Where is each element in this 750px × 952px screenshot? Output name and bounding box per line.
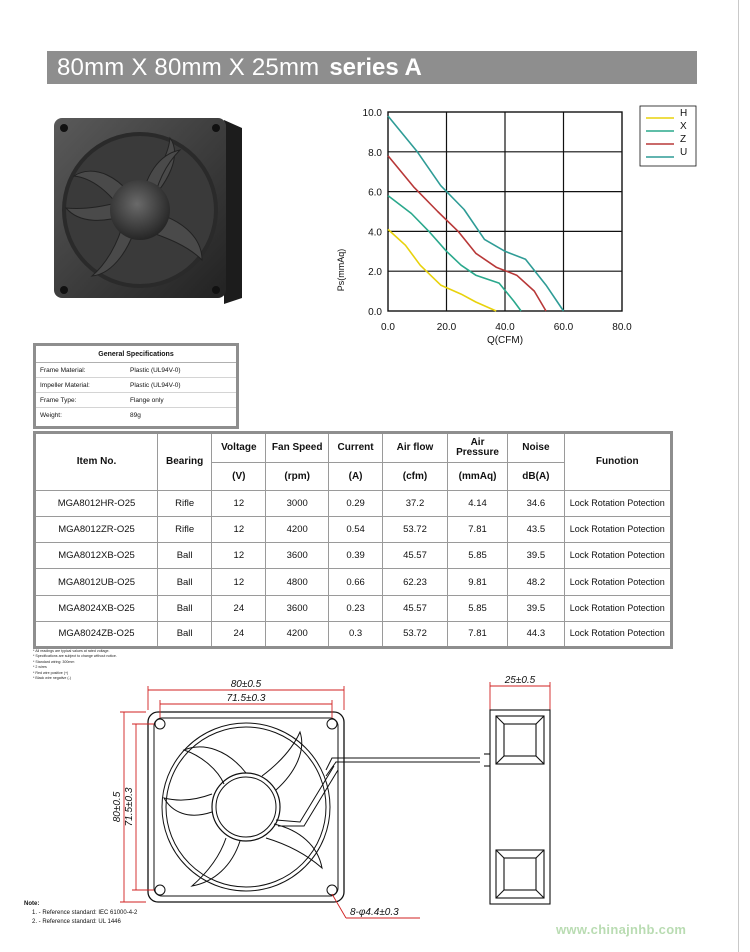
cell-bearing: Rifle bbox=[158, 517, 212, 543]
th-pressure: Air Pressure bbox=[447, 433, 507, 463]
cell-bearing: Ball bbox=[158, 621, 212, 647]
fan-photo bbox=[52, 114, 244, 304]
cell-noise: 34.6 bbox=[508, 491, 564, 517]
spec-value: Flange only bbox=[130, 397, 164, 404]
th-airflow: Air flow bbox=[383, 433, 448, 463]
table-row bbox=[35, 621, 672, 647]
cell-item: MGA8012XB-O25 bbox=[35, 543, 158, 569]
th-unit-pressure: (mmAq) bbox=[447, 463, 507, 491]
chart-xlabel: Q(CFM) bbox=[486, 335, 524, 346]
dim-hole-height: 71.5±0.3 bbox=[124, 787, 135, 827]
dim-hole-width: 71.5±0.3 bbox=[226, 693, 266, 704]
table-row bbox=[35, 595, 672, 621]
chart-lines bbox=[388, 116, 564, 311]
footnote: * All readings are typical values at rated voltage. bbox=[33, 649, 110, 653]
x-tick-label: 20.0 bbox=[436, 322, 457, 333]
cell-function: Lock Rotation Potection bbox=[564, 621, 671, 647]
cell-speed: 4200 bbox=[266, 621, 329, 647]
x-tick-label: 60.0 bbox=[553, 322, 574, 333]
general-specifications-title: General Specifications bbox=[36, 346, 236, 363]
technical-drawing bbox=[100, 672, 600, 932]
y-tick-label: 10.0 bbox=[362, 108, 382, 119]
spec-row bbox=[36, 363, 236, 378]
cell-voltage: 24 bbox=[212, 621, 266, 647]
note-line: 1. - Reference standard: IEC 61000-4-2 bbox=[32, 910, 138, 916]
th-noise: Noise bbox=[508, 433, 564, 463]
table-row bbox=[35, 569, 672, 595]
cell-bearing: Ball bbox=[158, 595, 212, 621]
dim-depth: 25±0.5 bbox=[504, 675, 536, 686]
cell-airflow: 37.2 bbox=[383, 491, 448, 517]
pq-chart bbox=[330, 100, 700, 350]
note-line: 2. - Reference standard: UL 1446 bbox=[32, 919, 121, 925]
footnote: * 2 wires bbox=[33, 665, 47, 670]
th-function: Funotion bbox=[564, 433, 671, 491]
x-tick-label: 0.0 bbox=[381, 322, 395, 333]
cell-airflow: 62.23 bbox=[383, 569, 448, 595]
spec-row bbox=[36, 408, 236, 423]
cell-function: Lock Rotation Potection bbox=[564, 569, 671, 595]
th-unit-noise: dB(A) bbox=[508, 463, 564, 491]
th-unit-speed: (rpm) bbox=[266, 463, 329, 491]
spec-value: 89g bbox=[130, 412, 141, 419]
cell-function: Lock Rotation Potection bbox=[564, 595, 671, 621]
th-current: Current bbox=[328, 433, 382, 463]
cell-current: 0.29 bbox=[328, 491, 382, 517]
title-series: series A bbox=[329, 53, 422, 81]
cell-pressure: 7.81 bbox=[447, 517, 507, 543]
cell-voltage: 24 bbox=[212, 595, 266, 621]
chart-legend bbox=[640, 106, 696, 166]
cell-current: 0.54 bbox=[328, 517, 382, 543]
chart-ticks bbox=[363, 108, 633, 333]
table-row bbox=[35, 517, 672, 543]
spec-row bbox=[36, 393, 236, 408]
cell-noise: 48.2 bbox=[508, 569, 564, 595]
legend-label-z: Z bbox=[680, 134, 687, 145]
cell-speed: 4200 bbox=[266, 517, 329, 543]
general-specifications bbox=[33, 343, 239, 429]
note bbox=[24, 900, 137, 927]
legend-label-x: X bbox=[680, 121, 687, 132]
footnote: * Standard wiring: 300mm bbox=[33, 659, 75, 664]
cell-bearing: Ball bbox=[158, 569, 212, 595]
cell-current: 0.23 bbox=[328, 595, 382, 621]
cell-function: Lock Rotation Potection bbox=[564, 543, 671, 569]
cell-item: MGA8012UB-O25 bbox=[35, 569, 158, 595]
cell-speed: 3600 bbox=[266, 543, 329, 569]
cell-noise: 39.5 bbox=[508, 595, 564, 621]
cell-current: 0.39 bbox=[328, 543, 382, 569]
cell-pressure: 9.81 bbox=[447, 569, 507, 595]
cell-voltage: 12 bbox=[212, 517, 266, 543]
cell-item: MGA8024XB-O25 bbox=[35, 595, 158, 621]
x-tick-label: 80.0 bbox=[612, 322, 632, 333]
cell-speed: 4800 bbox=[266, 569, 329, 595]
spec-key: Frame Material: bbox=[40, 367, 86, 374]
table-row bbox=[35, 491, 672, 517]
cell-noise: 44.3 bbox=[508, 621, 564, 647]
y-tick-label: 0.0 bbox=[368, 307, 382, 318]
cell-pressure: 5.85 bbox=[447, 543, 507, 569]
series-line-x bbox=[388, 196, 521, 311]
series-line-z bbox=[388, 156, 546, 311]
spec-key: Frame Type: bbox=[40, 397, 77, 404]
th-speed: Fan Speed bbox=[266, 433, 329, 463]
cell-item: MGA8024ZB-O25 bbox=[35, 621, 158, 647]
cell-current: 0.3 bbox=[328, 621, 382, 647]
th-bearing: Bearing bbox=[158, 433, 212, 491]
cell-pressure: 7.81 bbox=[447, 621, 507, 647]
watermark: www.chinajnhb.com bbox=[556, 922, 687, 937]
series-line-h bbox=[388, 229, 496, 311]
footnote: * Specifications are subject to change without notice. bbox=[33, 654, 117, 659]
y-tick-label: 6.0 bbox=[368, 187, 382, 199]
cell-bearing: Ball bbox=[158, 543, 212, 569]
chart-grid bbox=[388, 112, 622, 311]
footnote: * Black wire negative (-) bbox=[33, 676, 71, 681]
cell-function: Lock Rotation Potection bbox=[564, 491, 671, 517]
cell-speed: 3600 bbox=[266, 595, 329, 621]
cell-voltage: 12 bbox=[212, 543, 266, 569]
series-line-u bbox=[388, 116, 564, 311]
spec-key: Impeller Material: bbox=[40, 382, 90, 389]
page-edge-rule bbox=[738, 0, 739, 952]
legend-label-h: H bbox=[680, 108, 688, 119]
th-item: Item No. bbox=[35, 433, 158, 491]
dim-outer-width: 80±0.5 bbox=[230, 679, 262, 690]
cell-airflow: 53.72 bbox=[383, 517, 448, 543]
spec-value: Plastic (UL94V-0) bbox=[130, 382, 181, 389]
cell-airflow: 45.57 bbox=[383, 543, 448, 569]
cell-noise: 43.5 bbox=[508, 517, 564, 543]
cell-pressure: 4.14 bbox=[447, 491, 507, 517]
footnote: * Red wire positive (+) bbox=[33, 670, 69, 675]
cell-function: Lock Rotation Potection bbox=[564, 517, 671, 543]
y-tick-label: 2.0 bbox=[368, 267, 382, 279]
cell-item: MGA8012ZR-O25 bbox=[35, 517, 158, 543]
y-tick-label: 8.0 bbox=[368, 147, 382, 159]
spec-row bbox=[36, 378, 236, 393]
table-row bbox=[35, 543, 672, 569]
cell-bearing: Rifle bbox=[158, 491, 212, 517]
title-bar bbox=[47, 51, 697, 84]
cell-voltage: 12 bbox=[212, 491, 266, 517]
th-voltage: Voltage bbox=[212, 433, 266, 463]
dim-holes: 8-φ4.4±0.3 bbox=[350, 907, 399, 918]
spec-value: Plastic (UL94V-0) bbox=[130, 367, 181, 374]
th-unit-current: (A) bbox=[328, 463, 382, 491]
th-unit-voltage: (V) bbox=[212, 463, 266, 491]
spec-key: Weight: bbox=[40, 412, 62, 419]
x-tick-label: 40.0 bbox=[495, 322, 515, 333]
title-dimensions: 80mm X 80mm X 25mm bbox=[57, 53, 320, 81]
cell-airflow: 45.57 bbox=[383, 595, 448, 621]
dim-outer-height: 80±0.5 bbox=[112, 791, 123, 823]
legend-label-u: U bbox=[680, 147, 688, 158]
cell-speed: 3000 bbox=[266, 491, 329, 517]
spec-table bbox=[33, 431, 673, 649]
cell-current: 0.66 bbox=[328, 569, 382, 595]
chart-ylabel: Ps(mmAq) bbox=[336, 248, 346, 292]
cell-airflow: 53.72 bbox=[383, 621, 448, 647]
note-heading: Note: bbox=[24, 901, 40, 907]
cell-item: MGA8012HR-O25 bbox=[35, 491, 158, 517]
y-tick-label: 4.0 bbox=[368, 227, 382, 239]
cell-voltage: 12 bbox=[212, 569, 266, 595]
cell-pressure: 5.85 bbox=[447, 595, 507, 621]
th-unit-airflow: (cfm) bbox=[383, 463, 448, 491]
cell-noise: 39.5 bbox=[508, 543, 564, 569]
